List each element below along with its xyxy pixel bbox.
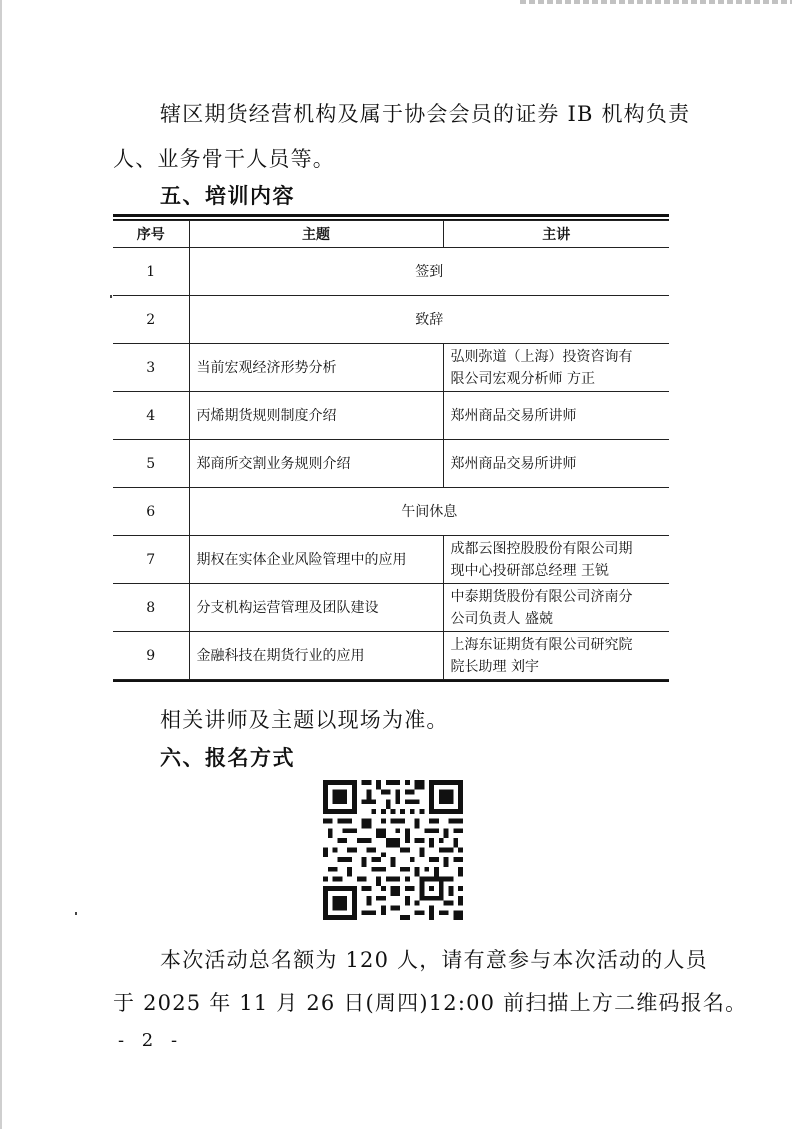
registration-qr-code[interactable] — [323, 780, 463, 920]
row-topic: 郑商所交割业务规则介绍 — [189, 440, 443, 488]
table-row — [113, 392, 669, 440]
section-title-training-content: 五、培训内容 — [160, 184, 295, 208]
row-speaker — [443, 584, 669, 632]
speaker-line-2: 公司负责人 盛兢 — [450, 610, 553, 627]
speaker-line-2: 限公司宏观分析师 方正 — [450, 370, 595, 387]
row-speaker — [443, 536, 669, 584]
row-no: 4 — [113, 392, 189, 440]
scan-speck — [75, 912, 77, 915]
row-topic: 丙烯期货规则制度介绍 — [189, 392, 443, 440]
row-speaker — [443, 344, 669, 392]
row-no: 7 — [113, 536, 189, 584]
speaker-line-1: 中泰期货股份有限公司济南分 — [450, 588, 633, 605]
speaker-line-1: 上海东证期货有限公司研究院 — [450, 636, 633, 653]
row-speaker — [443, 632, 669, 680]
scan-speck — [110, 295, 112, 298]
row-speaker: 郑州商品交易所讲师 — [443, 392, 669, 440]
row-no: 9 — [113, 632, 189, 680]
row-no: 8 — [113, 584, 189, 632]
speaker-line-1: 弘则弥道（上海）投资咨询有 — [450, 348, 633, 365]
table-row — [113, 344, 669, 392]
table-header-row — [113, 221, 669, 248]
speaker-note: 相关讲师及主题以现场为准。 — [160, 708, 449, 732]
table-row — [113, 488, 669, 536]
row-topic: 金融科技在期货行业的应用 — [189, 632, 443, 680]
page-number: - 2 - — [118, 1030, 184, 1051]
row-speaker: 郑州商品交易所讲师 — [443, 440, 669, 488]
signup-line-2: 于 2025 年 11 月 26 日(周四)12:00 前扫描上方二维码报名。 — [113, 991, 748, 1015]
training-schedule-table — [113, 214, 669, 682]
row-merged-item: 致辞 — [189, 296, 669, 344]
row-merged-item: 签到 — [189, 248, 669, 296]
scan-artifact-top — [520, 0, 792, 4]
table-row — [113, 440, 669, 488]
schedule-table — [113, 220, 669, 680]
row-no: 6 — [113, 488, 189, 536]
row-no: 2 — [113, 296, 189, 344]
table-bottom-rule — [113, 680, 669, 682]
header-no: 序号 — [113, 221, 189, 248]
header-topic: 主题 — [189, 221, 443, 248]
table-row — [113, 248, 669, 296]
scan-artifact-left-edge — [0, 0, 2, 1129]
row-topic: 当前宏观经济形势分析 — [189, 344, 443, 392]
row-merged-item: 午间休息 — [189, 488, 669, 536]
speaker-line-2: 院长助理 刘宇 — [450, 658, 539, 675]
speaker-line-2: 现中心投研部总经理 王锐 — [450, 562, 609, 579]
header-speaker: 主讲 — [443, 221, 669, 248]
row-no: 1 — [113, 248, 189, 296]
table-row — [113, 296, 669, 344]
intro-line-1: 辖区期货经营机构及属于协会会员的证券 IB 机构负责 — [160, 102, 691, 126]
table-row — [113, 584, 669, 632]
signup-line-1: 本次活动总名额为 120 人，请有意参与本次活动的人员 — [160, 948, 708, 972]
row-topic: 分支机构运营管理及团队建设 — [189, 584, 443, 632]
speaker-line-1: 成都云图控股股份有限公司期 — [450, 540, 633, 557]
table-row — [113, 632, 669, 680]
row-topic: 期权在实体企业风险管理中的应用 — [189, 536, 443, 584]
section-title-registration: 六、报名方式 — [160, 746, 295, 770]
row-no: 3 — [113, 344, 189, 392]
row-no: 5 — [113, 440, 189, 488]
intro-line-2: 人、业务骨干人员等。 — [113, 147, 335, 171]
table-row — [113, 536, 669, 584]
